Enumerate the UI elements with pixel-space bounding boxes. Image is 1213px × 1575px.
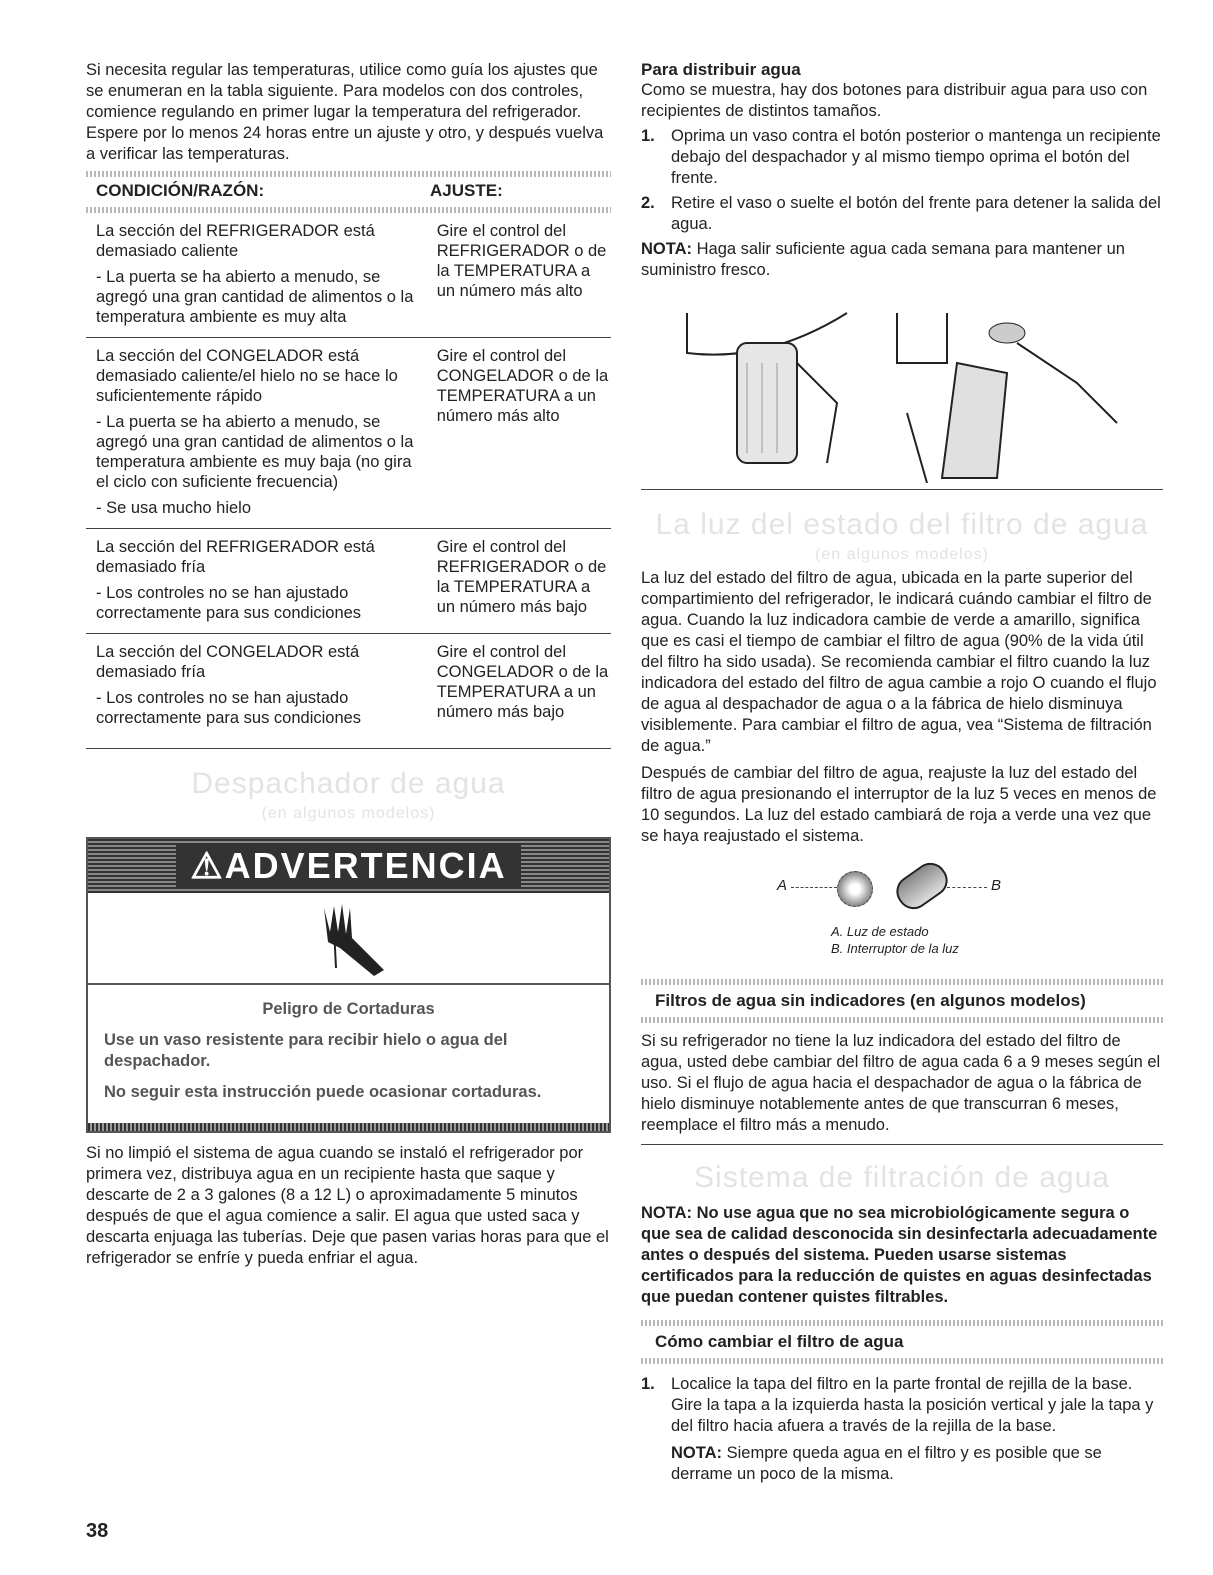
header-adjust: AJUSTE:	[430, 181, 503, 200]
reason-text: - Los controles no se han ajustado correctamente para sus condiciones	[96, 689, 362, 727]
figure-label-a: A	[777, 877, 788, 894]
right-column	[641, 60, 1163, 1489]
warning-triangle-icon: ⚠	[190, 845, 225, 886]
distribute-intro: Como se muestra, hay dos botones para distribuir agua para uso con recipientes de distintos tamaños.	[641, 81, 1148, 120]
dispenser-illustration	[641, 303, 1163, 483]
page-number: 38	[86, 1520, 109, 1542]
condition-text: La sección del CONGELADOR está demasiado fría	[96, 643, 360, 681]
table-row	[86, 634, 611, 738]
table-row	[86, 529, 611, 634]
flush-paragraph: Si no limpió el sistema de agua cuando se instaló el refrigerador por primera vez, distribuya agua en un recipiente hasta que saque y descarte de 2 a 3 galones (8 a 12 L) o aproximadamente 5 minutos después de que el agua comience a salir. El agua que usted saca y descarta enjuaga las tuberías. Deje que pasen varias horas para que el refrigerador se enfríe y pueda enfriar el agua.	[86, 1144, 609, 1267]
figure-label-b: B	[991, 877, 1002, 894]
filtration-heading: Sistema de filtración de agua	[694, 1161, 1110, 1194]
step-number: 1.	[641, 1375, 655, 1393]
divider	[641, 1017, 1163, 1023]
divider	[641, 1358, 1163, 1364]
table-header	[86, 177, 611, 207]
note-water	[641, 239, 1163, 281]
warning-consequence: No seguir esta instrucción puede ocasionar cortaduras.	[104, 1083, 542, 1101]
no-indicator-paragraph: Si su refrigerador no tiene la luz indicadora del estado del filtro de agua, usted debe cambiar del filtro de agua cada 6 a 9 meses según el uso. Si el flujo de agua hacia el despachador de agua o la fábrica de hielo disminuye notablemente antes de que transcurran 6 meses, reemplace el filtro más a menudo.	[641, 1032, 1161, 1134]
warning-label: ADVERTENCIA	[224, 845, 507, 886]
divider	[86, 207, 611, 213]
change-note	[671, 1443, 1163, 1485]
light-switch-icon	[890, 857, 954, 916]
caption-a: A. Luz de estado	[831, 924, 929, 939]
filtration-note: NOTA: No use agua que no sea microbiológicamente segura o que sea de calidad desconocida sin desinfectarla adecuadamente antes o después del sistema. Pueden usarse sistemas certificados para la reducción de quistes en aguas desinfectadas que puedan contener quistes filtrables.	[641, 1204, 1158, 1306]
condition-text: La sección del REFRIGERADOR está demasiado fría	[96, 538, 375, 576]
step-number: 1.	[641, 127, 655, 145]
reason-text-2: - Se usa mucho hielo	[96, 499, 252, 517]
reason-text: - Los controles no se han ajustado correctamente para sus condiciones	[96, 584, 362, 622]
table-row	[86, 338, 611, 529]
filter-light-heading: La luz del estado del filtro de agua	[655, 508, 1149, 541]
reason-text: - La puerta se ha abierto a menudo, se agregó una gran cantidad de alimentos o la temperatura ambiente es muy alta	[96, 268, 414, 326]
filter-reset-paragraph: Después de cambiar del filtro de agua, reajuste la luz del estado del filtro de agua presionando el interruptor de la luz 5 veces en menos de 10 segundos. La luz del estado cambiará de roja a verde una vez que se haya reajustado el sistema.	[641, 764, 1157, 845]
section-rule	[641, 489, 1163, 490]
adjust-text: Gire el control del CONGELADOR o de la TEMPERATURA a un número más bajo	[436, 643, 609, 721]
step-number: 2.	[641, 194, 655, 212]
dispenser-heading: Despachador de agua	[191, 767, 506, 800]
change-filter-heading: Cómo cambiar el filtro de agua	[655, 1332, 904, 1351]
reason-text: - La puerta se ha abierto a menudo, se agregó una gran cantidad de alimentos o la temperatura ambiente es muy baja (no gira el ciclo con suficiente frecuencia)	[96, 413, 414, 491]
condition-text: La sección del REFRIGERADOR está demasiado caliente	[96, 222, 375, 260]
no-indicator-heading: Filtros de agua sin indicadores (en algunos modelos)	[655, 991, 1086, 1010]
distribute-heading: Para distribuir agua	[641, 60, 801, 79]
condition-text: La sección del CONGELADOR está demasiado caliente/el hielo no se hace lo suficientemente rápido	[96, 347, 398, 405]
step-text: Retire el vaso o suelte el botón del frente para detener la salida del agua.	[671, 194, 1161, 233]
list-item	[641, 1374, 1163, 1485]
adjust-text: Gire el control del REFRIGERADOR o de la TEMPERATURA a un número más alto	[436, 222, 607, 300]
change-steps	[641, 1374, 1163, 1485]
intro-paragraph: Si necesita regular las temperaturas, utilice como guía los ajustes que se enumeran en la tabla siguiente. Para modelos con dos controles, comience regulando en primer lugar la temperatura del refrigerador. Espere por lo menos 24 horas entre un ajuste y otro, y después vuelva a verificar las temperaturas.	[86, 61, 604, 163]
divider	[86, 171, 611, 177]
dispenser-subheading: (en algunos modelos)	[261, 805, 436, 822]
light-switch-figure	[641, 861, 1163, 923]
note-text: Haga salir suficiente agua cada semana para mantener un suministro fresco.	[641, 240, 1125, 279]
divider	[641, 979, 1163, 985]
list-item	[641, 126, 1163, 189]
glass-dispenser-image	[677, 303, 857, 483]
cut-hand-icon	[88, 893, 609, 985]
distribute-steps	[641, 126, 1163, 235]
status-light-icon	[837, 871, 873, 907]
adjust-text: Gire el control del REFRIGERADOR o de la TEMPERATURA a un número más bajo	[436, 538, 607, 616]
caption-b: B. Interruptor de la luz	[831, 941, 959, 956]
note-text: Siempre queda agua en el filtro y es posible que se derrame un poco de la misma.	[671, 1444, 1102, 1483]
warning-hazard: Peligro de Cortaduras	[262, 1000, 435, 1018]
header-condition: CONDICIÓN/RAZÓN:	[96, 181, 265, 200]
warning-instruction: Use un vaso resistente para recibir hielo o agua del despachador.	[104, 1031, 508, 1070]
list-item	[641, 193, 1163, 235]
section-rule	[86, 748, 611, 749]
leader-line	[791, 887, 837, 888]
left-column	[86, 60, 611, 1269]
warning-footer-bar	[88, 1123, 609, 1131]
note-label: NOTA:	[641, 240, 693, 258]
divider	[641, 1320, 1163, 1326]
bottle-dispenser-image	[887, 303, 1127, 483]
table-row	[86, 213, 611, 338]
filter-light-subheading: (en algunos modelos)	[815, 546, 989, 563]
warning-box	[86, 837, 611, 1133]
leader-line	[947, 887, 987, 888]
adjust-table	[86, 213, 611, 738]
step-text: Localice la tapa del filtro en la parte frontal de rejilla de la base. Gire la tapa a la izquierda hasta la posición vertical y jale la tapa y del filtro hacia afuera a través de la rejilla de la base.	[671, 1375, 1154, 1435]
note-label: NOTA:	[671, 1444, 723, 1462]
section-rule	[641, 1144, 1163, 1145]
filter-light-paragraph: La luz del estado del filtro de agua, ubicada en la parte superior del compartimiento del refrigerador, le indicará cuándo cambiar el filtro de agua. Cuando la luz indicadora cambie de verde a amarillo, significa que es casi el tiempo de cambiar el filtro de agua (90% de la vida útil del filtro ha sido usada). Se recomienda cambiar el filtro cuando la luz indicadora del estado del filtro de agua cambie a rojo O cuando el flujo de agua al despachador de agua o a la fábrica de hielo disminuya visiblemente. Para cambiar el filtro de agua, vea “Sistema de filtración de agua.”	[641, 569, 1157, 755]
adjust-text: Gire el control del CONGELADOR o de la TEMPERATURA a un número más alto	[436, 347, 609, 425]
step-text: Oprima un vaso contra el botón posterior o mantenga un recipiente debajo del despachador y al mismo tiempo oprima el botón del frente.	[671, 127, 1161, 187]
warning-header	[88, 839, 609, 893]
